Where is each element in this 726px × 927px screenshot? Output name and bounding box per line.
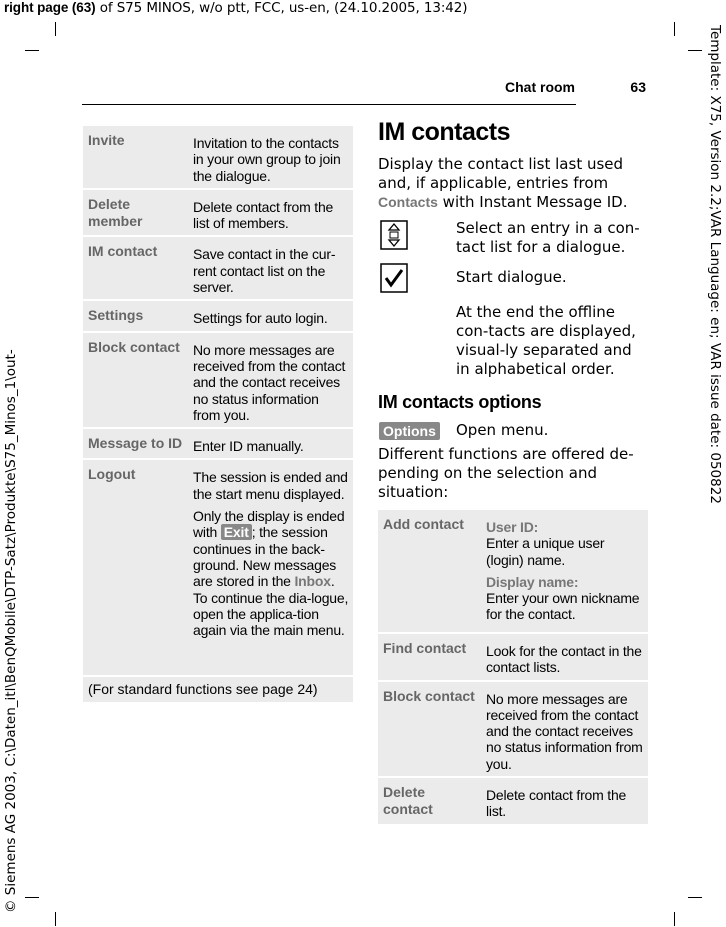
open-menu-text: Open menu. — [456, 421, 549, 439]
option-value: Save contact in the cur-rent contact list on the server. — [189, 237, 353, 299]
crop-mark-tr-h — [688, 50, 702, 51]
display-name-block — [486, 574, 644, 623]
table-row — [83, 237, 353, 299]
option-key: Block contact — [378, 682, 482, 776]
user-id-block — [486, 519, 644, 568]
start-dialogue-text: Start dialogue. — [456, 268, 567, 286]
display-name-label: Display name: — [486, 573, 579, 590]
option-key: Delete contact — [378, 778, 482, 824]
option-value: Delete contact from the list of members. — [189, 190, 353, 236]
table-row — [83, 126, 353, 188]
table-row — [378, 510, 648, 632]
intro-text: Display the contact list last used and, if applicable, entries from — [378, 155, 624, 192]
running-head — [82, 76, 646, 105]
offline-contacts-text: At the end the offline con-tacts are displayed, visual-ly separated and in alphabetical order. — [456, 303, 636, 378]
print-header — [4, 0, 467, 16]
crop-mark-br-h — [688, 897, 702, 898]
select-entry-text: Select an entry in a con-tact list for a dialogue. — [456, 219, 640, 256]
table-row — [83, 460, 353, 675]
options-heading: IM contacts options — [378, 392, 542, 412]
note-text: . To continue the dia-logue, open the applica-tion again via the main menu. — [193, 573, 349, 639]
page-number: 63 — [630, 79, 646, 95]
crop-mark-bl-h — [25, 897, 39, 898]
table-row — [83, 190, 353, 236]
running-head-gap — [576, 103, 646, 106]
chat-options-table — [83, 124, 353, 704]
inbox-menu-name: Inbox — [294, 573, 331, 590]
crop-mark-tl-h — [25, 50, 39, 51]
crop-mark-tl-v — [55, 22, 56, 36]
contact-options-table — [378, 508, 648, 826]
table-row — [83, 429, 353, 458]
user-id-text: Enter a unique user (login) name. — [486, 535, 605, 568]
option-value: Look for the contact in the contact lists. — [482, 634, 648, 680]
options-softkey: Options — [379, 422, 440, 440]
table-row — [378, 778, 648, 824]
im-contacts-intro — [378, 155, 650, 212]
table-footer-row — [83, 677, 353, 702]
option-key: Block contact — [83, 333, 189, 427]
running-head-title: Chat room — [505, 79, 575, 95]
option-key: Invite — [83, 126, 189, 188]
print-header-page: right page (63) — [4, 0, 96, 15]
option-value: Invitation to the contacts in your own group to join the dialogue. — [189, 126, 353, 188]
im-contacts-heading: IM contacts — [378, 118, 511, 146]
option-key: Message to ID — [83, 429, 189, 458]
option-key: Find contact — [378, 634, 482, 680]
option-key: Logout — [83, 460, 189, 675]
option-value: No more messages are received from the contact and the contact receives no status information from you. — [189, 333, 353, 427]
option-key: Settings — [83, 301, 189, 330]
template-side-text: Template: X75, Version 2.2;VAR Language: en; VAR issue date: 050822 — [707, 25, 723, 504]
option-value: Delete contact from the list. — [482, 778, 648, 824]
logout-description: The session is ended and the start menu displayed. — [193, 469, 348, 502]
note-text: ; the session continues in the back-ground. New messages are stored in the — [193, 524, 337, 590]
note-text: Only the display is ended with — [193, 508, 345, 541]
print-header-details: of S75 MINOS, w/o ptt, FCC, us-en, (24.10.2005, 13:42) — [95, 0, 468, 16]
contacts-menu-name: Contacts — [378, 194, 438, 210]
option-value: Settings for auto login. — [189, 301, 353, 330]
option-value — [482, 510, 648, 632]
crop-mark-br-v — [674, 912, 675, 926]
exit-softkey: Exit — [221, 524, 252, 540]
display-name-text: Enter your own nickname for the contact. — [486, 590, 640, 623]
logout-note — [193, 508, 349, 638]
table-row — [83, 301, 353, 330]
option-value — [189, 460, 353, 675]
user-id-label: User ID: — [486, 519, 539, 535]
intro-text: with Instant Message ID. — [437, 193, 628, 211]
table-row — [378, 682, 648, 776]
option-value: No more messages are received from the contact and the contact receives no status information from you. — [482, 682, 648, 776]
option-key: Delete member — [83, 190, 189, 236]
nav-up-down-icon — [380, 220, 408, 250]
copyright-side-text: © Siemens AG 2003, C:\Daten_itl\BenQMobile\DTP-Satz\Produkte\S75_Minos_1\out- — [3, 349, 19, 913]
option-key: Add contact — [378, 510, 482, 632]
option-value: Enter ID manually. — [189, 429, 353, 458]
standard-functions-note: (For standard functions see page 24) — [83, 677, 353, 702]
table-row — [378, 634, 648, 680]
options-intro: Different functions are offered de-pending on the selection and situation: — [378, 445, 634, 501]
checkmark-icon — [380, 263, 408, 293]
crop-mark-bl-v — [55, 912, 56, 926]
crop-mark-tr-v — [674, 22, 675, 36]
option-key: IM contact — [83, 237, 189, 299]
table-row — [83, 333, 353, 427]
